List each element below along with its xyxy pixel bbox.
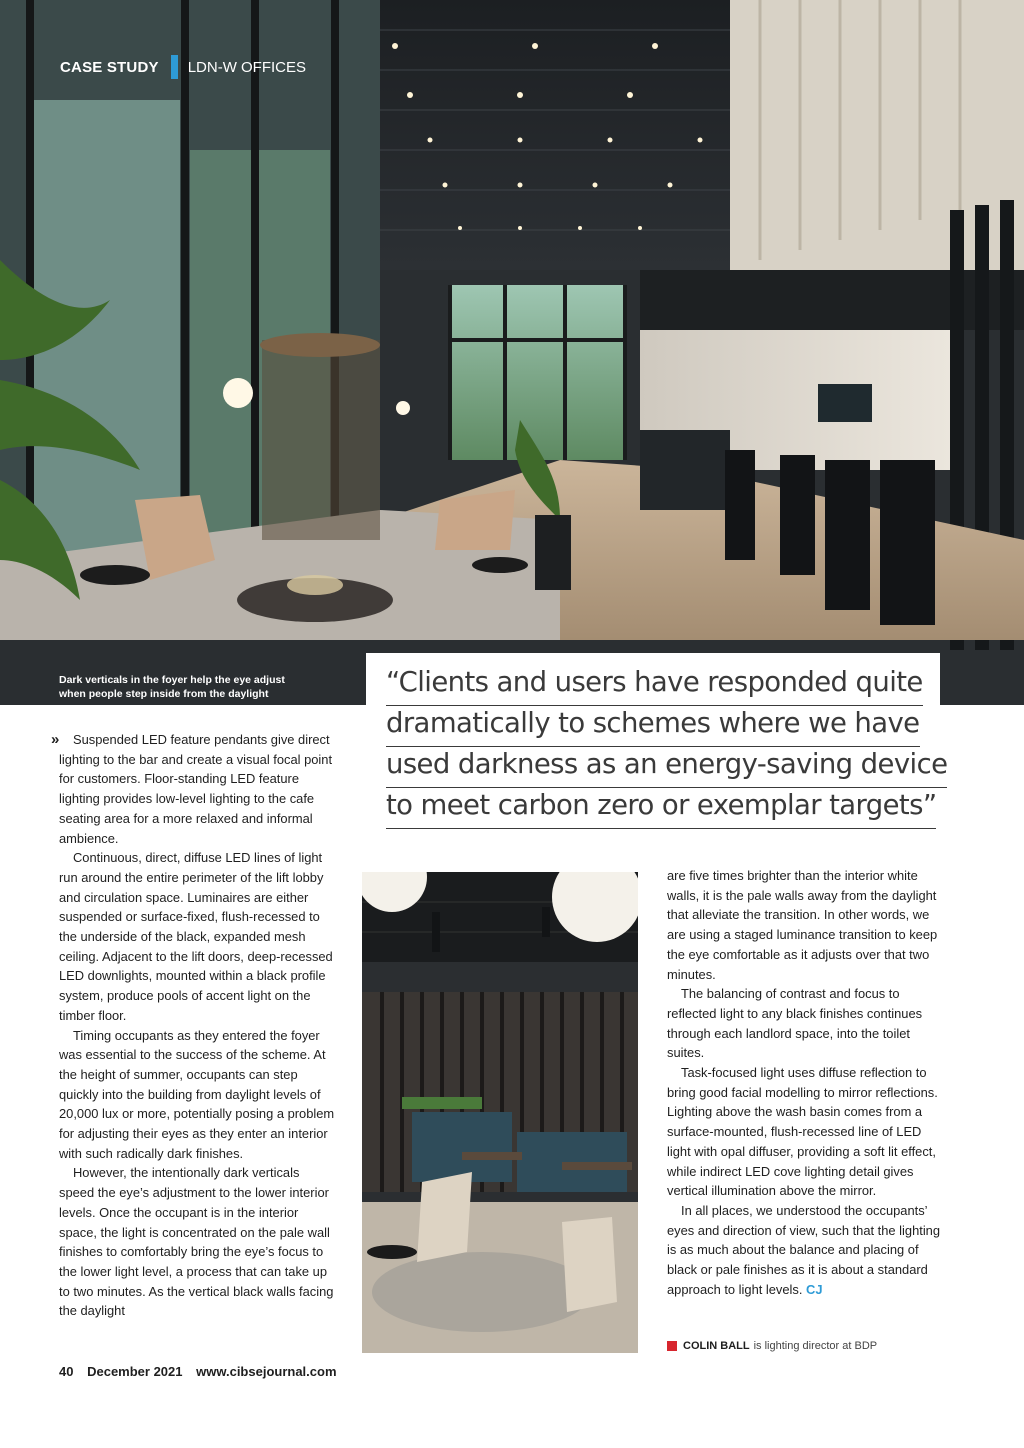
quote-line: used darkness as an energy-saving device [386,744,947,788]
section-label: CASE STUDY [60,58,159,76]
body-column-left [51,730,335,1321]
section-header [60,56,306,78]
paragraph: are five times brighter than the interior white walls, it is the pale walls away from the daylight that alleviate the transition. In other words, we are using a staged luminance transition to keep the eye comfortable as it adjusts over that two minutes. [667,868,938,982]
author-byline [667,1340,877,1352]
quote-line: “Clients and users have responded quite [386,662,923,706]
paragraph: » Suspended LED feature pendants give direct lighting to the bar and create a visual focal point for customers. Floor-standing LED feature lighting provides low-level lighting to the cafe seating area for a more relaxed and informal ambience. [51,731,333,846]
author-name: COLIN BALL [683,1340,750,1352]
issue-date: December 2021 [87,1364,183,1379]
byline-square-icon [667,1341,677,1351]
page-number: 40 [59,1364,74,1379]
author-role: is lighting director at BDP [753,1340,878,1352]
quote-line: dramatically to schemes where we have [386,703,920,747]
hero-photo [0,0,1024,705]
paragraph: In all places, we understood the occupants’ eyes and direction of view, such that the lighting is as much about the balance and placing of black or pale finishes as it is about a standard approach to light levels. CJ [667,1202,941,1297]
article-title: LDN-W OFFICES [187,58,307,76]
quote-line: to meet carbon zero or exemplar targets” [386,785,936,829]
paragraph: Task-focused light uses diffuse reflection to bring good facial modelling to mirror reflections. Lighting above the wash basin comes from a surface-mounted, flush-recessed line of LED light with opal diffuser, providing a soft lit effect, while indirect LED cove lighting detail gives vertical illumination above the mirror. [667,1065,938,1199]
paragraph: Timing occupants as they entered the foyer was essential to the success of the scheme. At the height of summer, occupants can step quickly into the building from daylight levels of 20,000 lux or more, potentially posing a problem for adjusting their eyes as they enter an interior with such radically dark finishes. [59,1027,335,1161]
paragraph: The balancing of contrast and focus to reflected light to any black finishes continues through each landlord space, into the toilet suites. [667,986,923,1061]
journal-url[interactable]: www.cibsejournal.com [196,1364,337,1379]
hero-caption: Dark verticals in the foyer help the eye adjust when people step inside from the daylight [59,674,285,700]
body-column-right [667,866,945,1299]
page-footer [59,1364,347,1379]
author-initials: CJ [806,1281,823,1297]
continuation-marker-icon: » [51,731,60,748]
paragraph: However, the intentionally dark verticals speed the eye’s adjustment to the lower interior levels. Once the occupant is in the interior space, the light is concentrated on the pale wall finishes to comfortably bring the eye’s focus to the lower light level, a process that can take up to two minutes. As the vertical black walls facing the daylight [59,1165,334,1319]
header-divider [171,55,178,79]
paragraph: Continuous, direct, diffuse LED lines of light run around the entire perimeter of the lift lobby and circulation space. Luminaires are either suspended or surface-fixed, flush-recessed to the underside of the black, expanded mesh ceiling. Adjacent to the lift doors, deep-recessed LED downlights, mounted within a black profile system, produce pools of accent light on the timber floor. [59,850,333,1023]
cafe-photo [362,872,638,1353]
